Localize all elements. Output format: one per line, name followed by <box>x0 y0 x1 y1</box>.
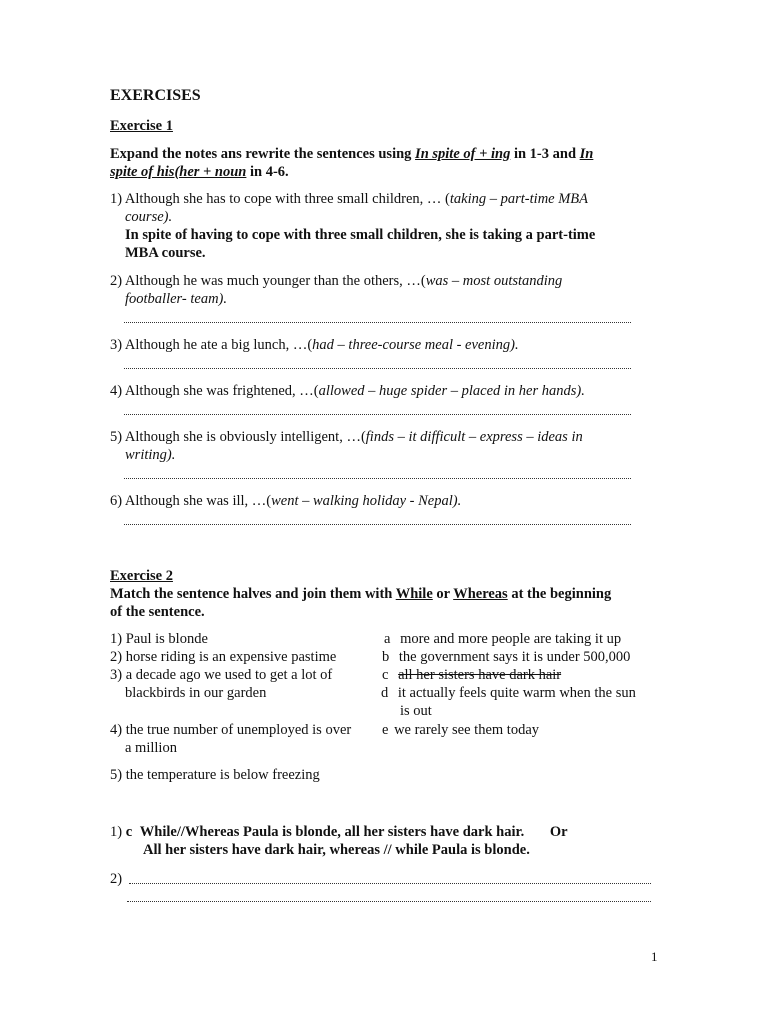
left-text: Paul is blonde <box>125 631 208 647</box>
item-text: Although she is obviously intelligent, …( <box>124 429 366 445</box>
item-note: was – most outstanding <box>425 273 563 289</box>
right-letter: c <box>382 667 389 683</box>
item-note: finds – it difficult – express – ideas in <box>365 429 583 445</box>
exercise1-item <box>110 272 562 290</box>
exercise2-heading: Exercise 2 <box>110 568 173 584</box>
left-text: the temperature is below freezing <box>125 767 320 783</box>
answer-example-line1 <box>110 823 568 841</box>
left-num: 4) <box>110 722 123 738</box>
page-number: 1 <box>651 949 658 964</box>
item-note: had – three-course meal - evening). <box>312 337 519 353</box>
exercise1-instruction-line2 <box>110 163 289 181</box>
instruction-phrase: spite of his(her + noun <box>110 164 247 180</box>
item-number: 2) <box>110 273 123 289</box>
item-text: Although she has to cope with three small children, … ( <box>124 191 450 207</box>
left-num: 5) <box>110 767 123 783</box>
right-letter: e <box>382 722 389 738</box>
answer-line <box>129 882 651 884</box>
left-half <box>110 630 208 648</box>
left-half <box>110 721 351 739</box>
item-number: 5) <box>110 429 123 445</box>
left-text: the true number of unemployed is over <box>125 722 352 738</box>
instruction-text: or <box>432 586 454 602</box>
answer-line <box>127 900 651 902</box>
right-text: more and more people are taking it up <box>400 631 622 647</box>
example-answer-line2: MBA course. <box>125 245 206 261</box>
exercise2-instruction-line2: of the sentence. <box>110 604 205 620</box>
instruction-phrase: In spite of + ing <box>415 146 511 162</box>
answer-example-line2: All her sisters have dark hair, whereas // while Paula is blonde. <box>143 842 530 858</box>
answer-num: 2) <box>110 871 123 887</box>
right-text: we rarely see them today <box>394 722 539 738</box>
exercise1-item <box>110 492 461 510</box>
item-note: taking – part-time MBA <box>449 191 589 207</box>
left-text-continued: blackbirds in our garden <box>125 685 267 701</box>
answer-or: Or <box>549 824 568 840</box>
right-letter: a <box>384 631 391 647</box>
item-text: Although she was ill, …( <box>124 493 272 509</box>
exercise2-instruction-line1 <box>110 585 611 603</box>
answer-line <box>124 523 631 525</box>
exercise1-instruction-line1 <box>110 145 593 163</box>
answer-letter: c <box>125 824 133 840</box>
instruction-keyword: While <box>395 586 433 602</box>
right-letter: d <box>381 685 389 701</box>
left-half <box>110 648 336 666</box>
item-number: 3) <box>110 337 123 353</box>
left-num: 1) <box>110 631 123 647</box>
item-text: Although he ate a big lunch, …( <box>124 337 313 353</box>
right-half <box>384 630 621 648</box>
instruction-text: in 1-3 and <box>510 146 580 162</box>
left-half <box>110 766 320 784</box>
right-half <box>382 648 630 666</box>
right-half <box>381 684 636 702</box>
item-number: 1) <box>110 191 123 207</box>
instruction-text: in 4-6. <box>246 164 289 180</box>
answer-line <box>124 367 631 369</box>
right-text: the government says it is under 500,000 <box>398 649 631 665</box>
right-text-struck: all her sisters have dark hair <box>398 667 562 683</box>
item-number: 4) <box>110 383 123 399</box>
answer-line <box>124 413 631 415</box>
item-note-continued: writing). <box>125 447 176 463</box>
item-note: went – walking holiday - Nepal). <box>271 493 462 509</box>
answer-line <box>124 477 631 479</box>
item-note-continued: footballer- team). <box>125 291 227 307</box>
answer-num: 1) <box>110 824 123 840</box>
left-num: 3) <box>110 667 123 683</box>
instruction-text: Match the sentence halves and join them with <box>110 586 396 602</box>
item-text: Although she was frightened, …( <box>124 383 319 399</box>
exercise1-item <box>110 336 519 354</box>
item-number: 6) <box>110 493 123 509</box>
instruction-text: Expand the notes ans rewrite the sentences using <box>110 146 416 162</box>
item-note-continued: course). <box>125 209 173 225</box>
left-text: horse riding is an expensive pastime <box>125 649 337 665</box>
exercise1-heading: Exercise 1 <box>110 118 173 134</box>
right-letter: b <box>382 649 390 665</box>
left-half <box>110 666 332 684</box>
exercise1-item <box>110 382 585 400</box>
left-num: 2) <box>110 649 123 665</box>
right-text-continued: is out <box>400 703 432 719</box>
item-text: Although he was much younger than the others, …( <box>124 273 426 289</box>
right-half <box>382 721 539 739</box>
instruction-text: at the beginning <box>507 586 612 602</box>
left-text-continued: a million <box>125 740 177 756</box>
answer-line <box>124 321 631 323</box>
right-half <box>382 666 561 684</box>
instruction-phrase: In <box>579 146 594 162</box>
instruction-keyword: Whereas <box>453 586 508 602</box>
page-title: EXERCISES <box>110 87 201 104</box>
answer-text: While//Whereas Paula is blonde, all her sisters have dark hair. <box>139 824 525 840</box>
left-text: a decade ago we used to get a lot of <box>125 667 333 683</box>
right-text: it actually feels quite warm when the sun <box>397 685 636 701</box>
exercise1-item <box>110 428 583 446</box>
example-answer-line1: In spite of having to cope with three small children, she is taking a part-time <box>125 227 596 243</box>
exercise1-item <box>110 190 588 208</box>
item-note: allowed – huge spider – placed in her hands). <box>318 383 585 399</box>
